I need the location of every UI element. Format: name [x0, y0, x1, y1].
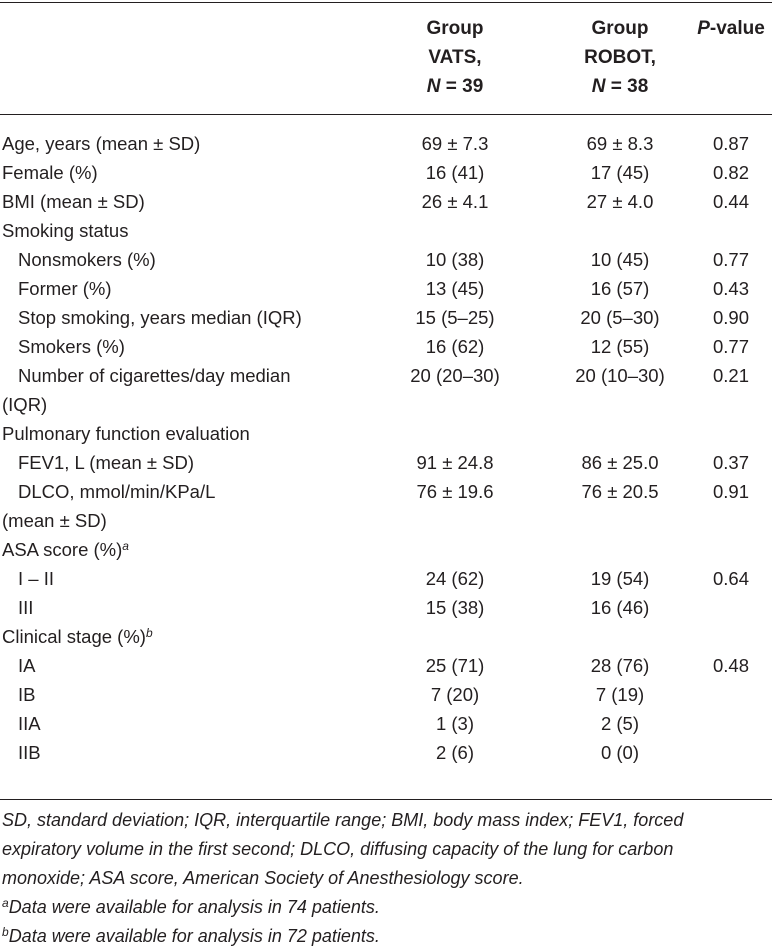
p-value: 0.87	[712, 133, 749, 154]
footnote-b: $^b$Data were available for analysis in 72 patients.	[2, 925, 380, 946]
row-label: DLCO, mmol/min/KPa/L	[18, 481, 216, 502]
p-value: 0.21	[712, 365, 749, 386]
footnote-mark: a	[122, 539, 129, 553]
row-label: Number of cigarettes/day median	[18, 365, 291, 386]
footnote-abbrev-1: SD, standard deviation; IQR, interquartile range; BMI, body mass index; FEV1, forced	[2, 810, 684, 830]
row-label-continuation: (IQR)	[2, 394, 48, 415]
p-value: 0.90	[712, 307, 749, 328]
robot-value: 27 ± 4.0	[586, 191, 654, 212]
vats-value: 7 (20)	[430, 684, 480, 705]
vats-value: 91 ± 24.8	[416, 452, 494, 473]
row-label: Smoking status	[2, 220, 129, 241]
row-label: IIA	[18, 713, 41, 734]
table-row	[0, 158, 772, 187]
table-row	[0, 303, 772, 332]
row-label: IB	[18, 684, 36, 705]
header-vats-n: N = 39	[426, 76, 484, 97]
table-row	[0, 622, 772, 651]
robot-value: 20 (5–30)	[580, 307, 660, 328]
vats-value: 2 (6)	[435, 742, 475, 763]
p-value: 0.37	[712, 452, 749, 473]
robot-value: 16 (46)	[590, 597, 650, 618]
table-row	[0, 564, 772, 593]
robot-value: 86 ± 25.0	[581, 452, 659, 473]
row-label: ASA score (%)$^a$	[2, 539, 129, 560]
robot-value: 69 ± 8.3	[586, 133, 654, 154]
header-robot-line1: Group	[591, 18, 649, 39]
row-label: Nonsmokers (%)	[18, 249, 156, 270]
row-label: Age, years (mean ± SD)	[2, 133, 201, 154]
robot-value: 20 (10–30)	[575, 365, 665, 386]
robot-value: 10 (45)	[590, 249, 650, 270]
vats-value: 13 (45)	[425, 278, 485, 299]
robot-value: 7 (19)	[595, 684, 645, 705]
footnote-abbrev-3: monoxide; ASA score, American Society of Anesthesiology score.	[2, 868, 524, 888]
header-robot-n: N = 38	[591, 76, 649, 97]
table-row	[0, 216, 772, 245]
robot-value: 19 (54)	[590, 568, 650, 589]
table-row	[0, 738, 772, 767]
vats-value: 16 (41)	[425, 162, 485, 183]
table-row	[0, 709, 772, 738]
table-row	[0, 274, 772, 303]
table-row	[0, 651, 772, 680]
table-row	[0, 680, 772, 709]
header-robot-line2: ROBOT,	[584, 47, 656, 68]
header-vats-line2: VATS,	[428, 47, 482, 68]
header-vats-line1: Group	[426, 18, 484, 39]
footnote-mark: b	[145, 626, 153, 640]
table-row	[0, 535, 772, 564]
robot-value: 28 (76)	[590, 655, 650, 676]
vats-value: 24 (62)	[425, 568, 485, 589]
vats-value: 25 (71)	[425, 655, 485, 676]
header-p-text: P-value	[697, 18, 765, 39]
vats-value: 10 (38)	[425, 249, 485, 270]
vats-value: 69 ± 7.3	[421, 133, 489, 154]
table-row	[0, 245, 772, 274]
row-label: I – II	[18, 568, 54, 589]
vats-value: 15 (5–25)	[415, 307, 495, 328]
row-label: IIB	[18, 742, 41, 763]
robot-value: 17 (45)	[590, 162, 650, 183]
table-row	[0, 332, 772, 361]
p-value: 0.64	[712, 568, 749, 589]
p-value: 0.44	[712, 191, 749, 212]
p-value: 0.77	[712, 249, 749, 270]
footnote-a: $^a$Data were available for analysis in 74 patients.	[2, 896, 380, 917]
table-row	[0, 448, 772, 477]
footnote-abbrev-2: expiratory volume in the first second; DLCO, diffusing capacity of the lung for carbon	[2, 839, 674, 859]
row-label-continuation: (mean ± SD)	[2, 510, 107, 531]
row-label: FEV1, L (mean ± SD)	[18, 452, 195, 473]
p-value: 0.82	[712, 162, 749, 183]
p-value: 0.91	[712, 481, 749, 502]
row-label: Smokers (%)	[18, 336, 125, 357]
header-group-vats	[380, 14, 530, 101]
p-value: 0.77	[712, 336, 749, 357]
table-row	[0, 593, 772, 622]
vats-value: 15 (38)	[425, 597, 485, 618]
bottom-rule	[0, 799, 772, 800]
row-label: Clinical stage (%)$^b$	[2, 626, 153, 647]
robot-value: 0 (0)	[600, 742, 640, 763]
p-value: 0.48	[712, 655, 749, 676]
table-row	[0, 361, 772, 390]
vats-value: 16 (62)	[425, 336, 485, 357]
vats-value: 26 ± 4.1	[421, 191, 489, 212]
table-row	[0, 477, 772, 506]
vats-value: 76 ± 19.6	[416, 481, 494, 502]
table-row	[0, 129, 772, 158]
row-label: Pulmonary function evaluation	[2, 423, 250, 444]
header-rule	[0, 114, 772, 115]
row-label: BMI (mean ± SD)	[2, 191, 145, 212]
row-label: Stop smoking, years median (IQR)	[18, 307, 302, 328]
robot-value: 76 ± 20.5	[581, 481, 659, 502]
row-label: IA	[18, 655, 36, 676]
robot-value: 12 (55)	[590, 336, 650, 357]
row-label: III	[18, 597, 34, 618]
top-rule	[0, 2, 772, 3]
table-row	[0, 419, 772, 448]
robot-value: 2 (5)	[600, 713, 640, 734]
vats-value: 1 (3)	[435, 713, 475, 734]
vats-value: 20 (20–30)	[410, 365, 500, 386]
row-label: Former (%)	[18, 278, 112, 299]
header-group-robot	[545, 14, 695, 101]
p-value: 0.43	[712, 278, 749, 299]
robot-value: 16 (57)	[590, 278, 650, 299]
table-row	[0, 187, 772, 216]
header-p-value	[690, 14, 772, 43]
row-label: Female (%)	[2, 162, 98, 183]
